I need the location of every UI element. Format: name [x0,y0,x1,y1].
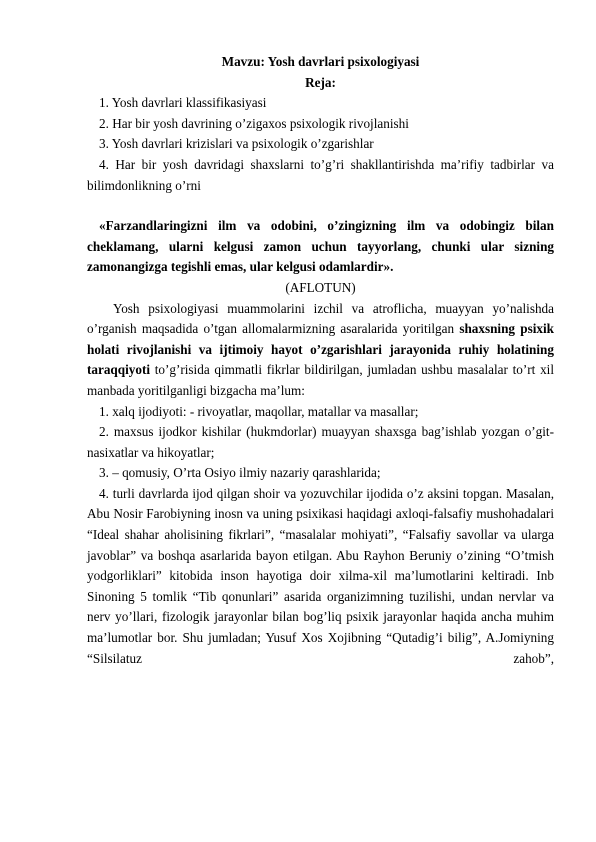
intro-text-start: Yosh psixologiyasi muammolarini izchil va atroflicha, muayyan yo’nalishda o’rganish maqsadida o’tgan allomalarmizning asaralarida yoritilgan [87,300,554,337]
intro-text-end: to’g’risida qimmatli fikrlar bildirilgan, jumladan ushbu masalalar to’rt xil manbada yoritilganligi bizgacha ma’lum: [87,362,554,398]
plan-heading: Reja: [305,74,336,90]
epigraph-author: (AFLOTUN) [285,279,356,295]
intro-paragraph [87,299,554,402]
source-item-3: 3. – qomusiy, O’rta Osiyo ilmiy nazariy qarashlarida; [99,465,381,481]
document-page [87,52,554,669]
spacer [87,196,554,216]
plan-item-1: 1. Yosh davrlari klassifikasiyasi [99,95,267,111]
intro-bold-phrase: shaxsning psixik holati rivojlanishi va ijtimoiy hayot o’zgarishlari jarayonida ruhiy holatining taraqqiyoti [87,321,554,378]
plan-item-3: 3. Yosh davrlari krizislari va psixologik o’zgarishlar [99,136,374,152]
source-item-4: 4. turli davrlarda ijod qilgan shoir va yozuvchilar ijodida o’z aksini topgan. Masalan, Abu Nosir Farobiyning inosn va uning psixikasi haqidagi axloqi-falsafiy mushohadalari “Ideal shahar aholisining fikrlari”, “masalalar mohiyati”, “Falsafiy savollar va ularga javoblar” va boshqa asarlarida bayon etilgan. Abu Rayhon Beruniy o’zining “O’tmish yodgorliklari” kitobida inson hayotiga doir xilma-xil ma’lumotlarini keltiradi. Inb Sinoning 5 tomlik “Tib qonunlari” asarida organizimning tuzilishi, undan nervlar va nerv yo’llari, fizologik jarayonlar bilan bog’liq psixik jarayonlar haqida ancha muhim ma’lumotlar bor. Shu jumladan; Yusuf Xos Xojibning “Qutadig’i bilig”, A.Jomiyning “Silsilatuz zahob”, [87,485,554,666]
document-title: Mavzu: Yosh davrlari psixologiyasi [221,54,420,69]
source-item-2: 2. maxsus ijodkor kishilar (hukmdorlar) muayyan shaxsga bag’ishlab yozgan o’git- nasixatlar va hikoyatlar; [87,424,554,460]
source-item-1: 1. xalq ijodiyoti: - rivoyatlar, maqollar, matallar va masallar; [99,403,419,419]
plan-item-4: 4. Har bir yosh davridagi shaxslarni to’g’ri shakllantirishda ma’rifiy tadbirlar va bilimdonlikning o’rni [87,156,554,193]
epigraph-quote: «Farzandlaringizni ilm va odobini, o’zingizning ilm va odobingiz bilan cheklamang, ularni kelgusi zamon uchun tayyorlang, chunki ular sizning zamonangizga tegishli emas, ular kelgusi odamlardir». [87,218,554,275]
plan-item-2: 2. Har bir yosh davrining o’zigaxos psixologik rivojlanishi [99,115,409,131]
